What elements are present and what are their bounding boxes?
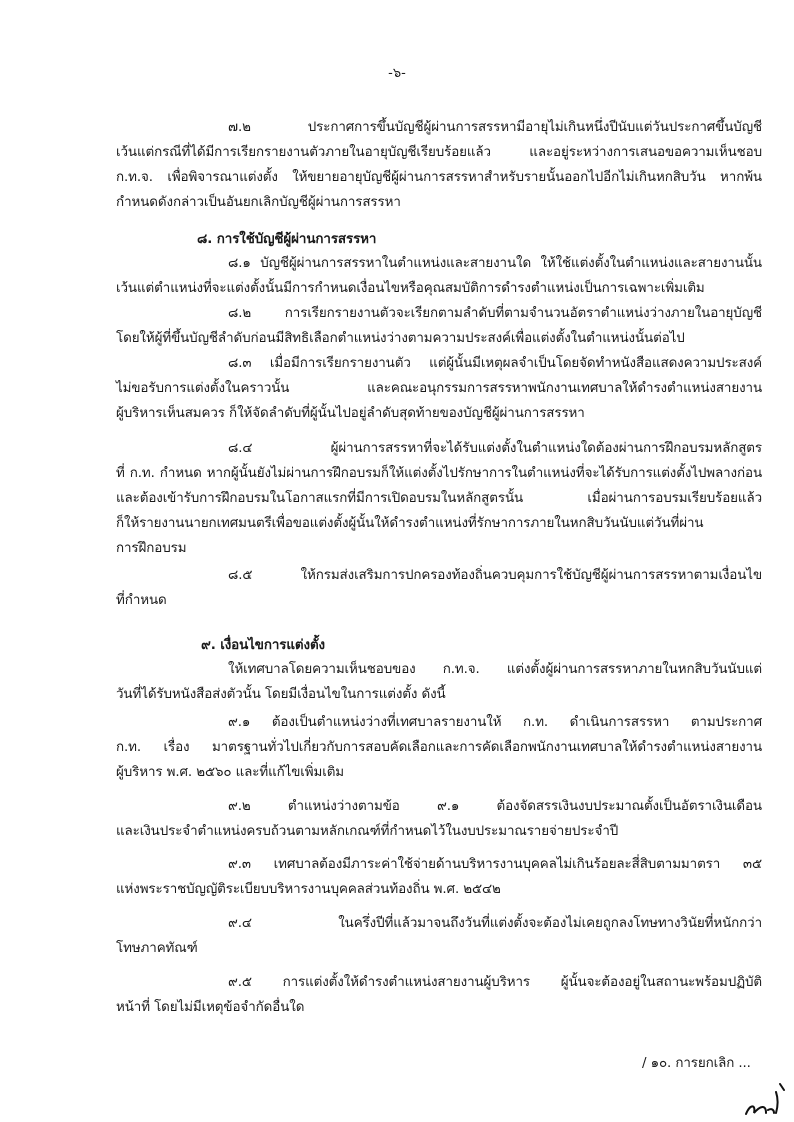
paragraph-line: ไม่ขอรับการแต่งตั้งในคราวนั้น และคณะอนุกรรมการสรรหาพนักงานเทศบาลให้ดำรงตำแหน่งสายงาน [116,381,762,396]
paragraph-line: ให้เทศบาลโดยความเห็นชอบของ ก.ท.จ. แต่งตั้งผู้ผ่านการสรรหาภายในหกสิบวันนับแต่ [228,662,762,677]
paragraph-line: ๙.๒ ตำแหน่งว่างตามข้อ ๙.๑ ต้องจัดสรรเงินงบประมาณตั้งเป็นอัตราเงินเดือน [228,799,762,814]
paragraph-line: ๗.๒ ประกาศการขึ้นบัญชีผู้ผ่านการสรรหามีอายุไม่เกินหนึ่งปีนับแต่วันประกาศขึ้นบัญชี [228,120,762,135]
page-number: -๖- [388,66,406,81]
paragraph-line: ๘.๕ ให้กรมส่งเสริมการปกครองท้องถิ่นควบคุมการใช้บัญชีผู้ผ่านการสรรหาตามเงื่อนไข [228,568,762,583]
paragraph-line: ก.ท. เรื่อง มาตรฐานทั่วไปเกี่ยวกับการสอบคัดเลือกและการคัดเลือกพนักงานเทศบาลให้ดำรงตำแหน่งสายงาน [116,740,762,755]
paragraph-line: ผู้บริหารเห็นสมควร ก็ให้จัดลำดับที่ผู้นั้นไปอยู่ลำดับสุดท้ายของบัญชีผู้ผ่านการสรรหา [116,406,585,421]
initials-signature [740,1080,790,1120]
paragraph-line: และต้องเข้ารับการฝึกอบรมในโอกาสแรกที่มีการเปิดอบรมในหลักสูตรนั้น เมื่อผ่านการอบรมเรียบร้อยแล้ว [116,491,762,506]
paragraph-line: และเงินประจำตำแหน่งครบถ้วนตามหลักเกณฑ์ที่กำหนดไว้ในงบประมาณรายจ่ายประจำปี [116,824,619,839]
paragraph-line: ๙.๕ การแต่งตั้งให้ดำรงตำแหน่งสายงานผู้บริหาร ผู้นั้นจะต้องอยู่ในสถานะพร้อมปฏิบัติ [228,975,762,990]
paragraph-line: ก็ให้รายงานนายกเทศมนตรีเพื่อขอแต่งตั้งผู้นั้นให้ดำรงตำแหน่งที่รักษาการภายในหกสิบวันนับแต่วันที่ผ่าน [116,516,704,531]
paragraph-line: ๘.๓ เมื่อมีการเรียกรายงานตัว แต่ผู้นั้นมีเหตุผลจำเป็นโดยจัดทำหนังสือแสดงความประสงค์ [228,356,762,371]
paragraph-line: ที่ ก.ท. กำหนด หากผู้นั้นยังไม่ผ่านการฝึกอบรมก็ให้แต่งตั้งไปรักษาการในตำแหน่งที่จะได้รับการแต่งตั้งไปพลางก่อน [116,466,762,481]
paragraph-line: ๘.๑ บัญชีผู้ผ่านการสรรหาในตำแหน่งและสายงานใด ให้ใช้แต่งตั้งในตำแหน่งและสายงานนั้น [228,256,762,271]
paragraph-line: ๘.๔ ผู้ผ่านการสรรหาที่จะได้รับแต่งตั้งในตำแหน่งใดต้องผ่านการฝึกอบรมหลักสูตร [228,441,762,456]
paragraph-line: ๙.๓ เทศบาลต้องมีภาระค่าใช้จ่ายด้านบริหารงานบุคคลไม่เกินร้อยละสี่สิบตามมาตรา ๓๕ [228,857,762,872]
section-heading: ๙. เงื่อนไขการแต่งตั้ง [201,638,325,653]
paragraph-line: ๘.๒ การเรียกรายงานตัวจะเรียกตามลำดับที่ตามจำนวนอัตราตำแหน่งว่างภายในอายุบัญชี [228,306,762,321]
paragraph-line: แห่งพระราชบัญญัติระเบียบบริหารงานบุคคลส่วนท้องถิ่น พ.ศ. ๒๕๔๒ [116,882,501,897]
paragraph-line: โดยให้ผู้ที่ขึ้นบัญชีลำดับก่อนมีสิทธิเลือกตำแหน่งว่างตามความประสงค์เพื่อแต่งตั้งในตำแหน่งนั้นต่อไป [116,331,685,346]
paragraph-line: ๙.๔ ในครึ่งปีที่แล้วมาจนถึงวันที่แต่งตั้งจะต้องไม่เคยถูกลงโทษทางวินัยที่หนักกว่า [228,916,762,931]
paragraph-line: ที่กำหนด [116,593,167,608]
paragraph-line: กำหนดดังกล่าวเป็นอันยกเลิกบัญชีผู้ผ่านการสรรหา [116,195,401,210]
continuation-note: / ๑๐. การยกเลิก ... [642,1056,751,1071]
paragraph-line: เว้นแต่กรณีที่ได้มีการเรียกรายงานตัวภายในอายุบัญชีเรียบร้อยแล้ว และอยู่ระหว่างการเสนอขอความเห็นชอบ [116,145,762,160]
paragraph-line: หน้าที่ โดยไม่มีเหตุข้อจำกัดอื่นใด [116,1000,305,1015]
paragraph-line: โทษภาคทัณฑ์ [116,941,198,956]
paragraph-line: เว้นแต่ตำแหน่งที่จะแต่งตั้งนั้นมีการกำหนดเงื่อนไขหรือคุณสมบัติการดำรงตำแหน่งเป็นการเฉพาะเพิ่มเติม [116,281,705,296]
paragraph-line: ผู้บริหาร พ.ศ. ๒๕๖๐ และที่แก้ไขเพิ่มเติม [116,765,345,780]
paragraph-line: วันที่ได้รับหนังสือส่งตัวนั้น โดยมีเงื่อนไขในการแต่งตั้ง ดังนี้ [116,687,446,702]
section-heading: ๘. การใช้บัญชีผู้ผ่านการสรรหา [197,232,377,247]
paragraph-line: การฝึกอบรม [116,541,187,556]
paragraph-line: ๙.๑ ต้องเป็นตำแหน่งว่างที่เทศบาลรายงานให้ ก.ท. ดำเนินการสรรหา ตามประกาศ [228,715,762,730]
paragraph-line: ก.ท.จ. เพื่อพิจารณาแต่งตั้ง ให้ขยายอายุบัญชีผู้ผ่านการสรรหาสำหรับรายนั้นออกไปอีกไม่เกินหกสิบวัน หากพ้น [116,170,762,185]
